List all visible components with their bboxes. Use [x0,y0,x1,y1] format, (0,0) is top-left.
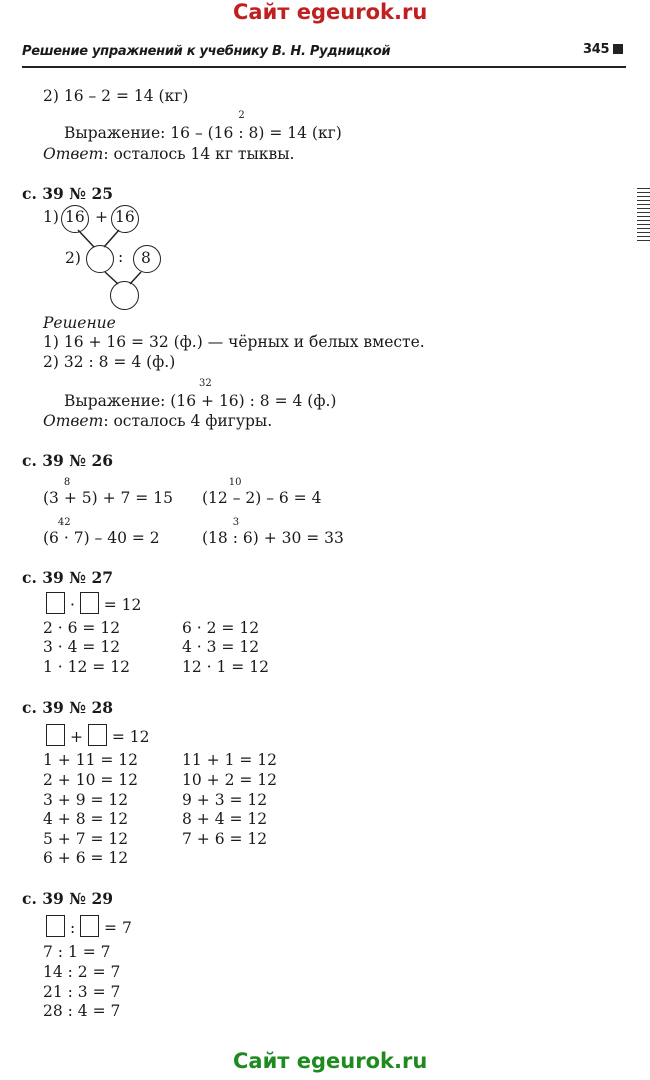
blank-box-2 [80,592,99,614]
ex28-heading: с. 39 № 28 [22,698,114,717]
site-watermark-bottom: Сайт egeurok.ru [233,1049,428,1073]
ex29-heading: с. 39 № 29 [22,889,114,908]
ex29-line-3: 21 : 3 = 7 [43,983,121,1001]
ex25-heading: с. 39 № 25 [22,184,114,203]
ex28-left-6: 6 + 6 = 12 [43,849,129,867]
ex27-right-2: 4 · 3 = 12 [182,638,260,656]
ex27-heading: с. 39 № 27 [22,568,114,587]
ex28-left-2: 2 + 10 = 12 [43,771,138,789]
ex26-expression-3: (6 · 42 7) – 40 = 2 [43,517,160,547]
ex27-right-3: 12 · 1 = 12 [182,658,269,676]
ex26-expression-1: (3 + 8 5) + 7 = 15 [43,477,173,507]
ex27-template: · = 12 [46,592,141,614]
blank-box-2 [80,915,99,937]
ex27-left-1: 2 · 6 = 12 [43,619,121,637]
diagram-number-8: 8 [141,249,151,267]
diagram-step2-label: 2) [65,249,81,267]
ex26-expression-2: (12 – 10 2) – 6 = 4 [202,477,322,507]
page-number: 345 [583,42,623,57]
ex26-expression-4: (18 : 3 6) + 30 = 33 [202,517,344,547]
diagram-circle-result [110,281,139,310]
diagram-colon: : [118,248,124,266]
blank-box-1 [46,592,65,614]
diagram-circle-empty [86,245,114,273]
ex28-left-1: 1 + 11 = 12 [43,751,138,769]
blank-box-1 [46,915,65,937]
diagram-number-16a: 16 [65,208,85,226]
block1-answer: Ответ: осталось 14 кг тыквы. [43,145,295,163]
ex25-expression: Выражение: (16 + 32 16) : 8 = 4 (ф.) [64,378,337,410]
ex25-answer: Ответ: осталось 4 фигуры. [43,412,273,430]
ex28-left-4: 4 + 8 = 12 [43,810,129,828]
ex25-line1: 1) 16 + 16 = 32 (ф.) — чёрных и белых вместе. [43,333,425,351]
block1-expression: Выражение: 16 – (16 : 2 8) = 14 (кг) [64,110,342,142]
diagram-plus: + [95,208,108,226]
ex27-right-1: 6 · 2 = 12 [182,619,260,637]
running-header-title: Решение упражнений к учебнику В. Н. Рудницкой [22,44,391,59]
site-watermark-top: Сайт egeurok.ru [233,0,428,24]
ex26-heading: с. 39 № 26 [22,451,114,470]
ex29-line-2: 14 : 2 = 7 [43,963,121,981]
ex28-left-5: 5 + 7 = 12 [43,830,129,848]
ex28-right-1: 11 + 1 = 12 [182,751,277,769]
page-edge-marks [637,188,650,244]
ex28-right-3: 9 + 3 = 12 [182,791,268,809]
diagram-number-16b: 16 [115,208,135,226]
diagram-step1-label: 1) [43,208,59,226]
blank-box-2 [88,724,107,746]
ex28-right-4: 8 + 4 = 12 [182,810,268,828]
ex29-line-4: 28 : 4 = 7 [43,1002,121,1020]
ex28-right-5: 7 + 6 = 12 [182,830,268,848]
ex29-template: : = 7 [46,915,132,937]
ex25-solution-label: Решение [43,314,116,332]
ex28-right-2: 10 + 2 = 12 [182,771,277,789]
ex28-left-3: 3 + 9 = 12 [43,791,129,809]
ex28-template: + = 12 [46,724,149,746]
ex29-line-1: 7 : 1 = 7 [43,943,111,961]
block1-step2: 2) 16 – 2 = 14 (кг) [43,87,189,105]
blank-box-1 [46,724,65,746]
ex27-left-2: 3 · 4 = 12 [43,638,121,656]
ex25-line2: 2) 32 : 8 = 4 (ф.) [43,353,176,371]
ex27-left-3: 1 · 12 = 12 [43,658,130,676]
